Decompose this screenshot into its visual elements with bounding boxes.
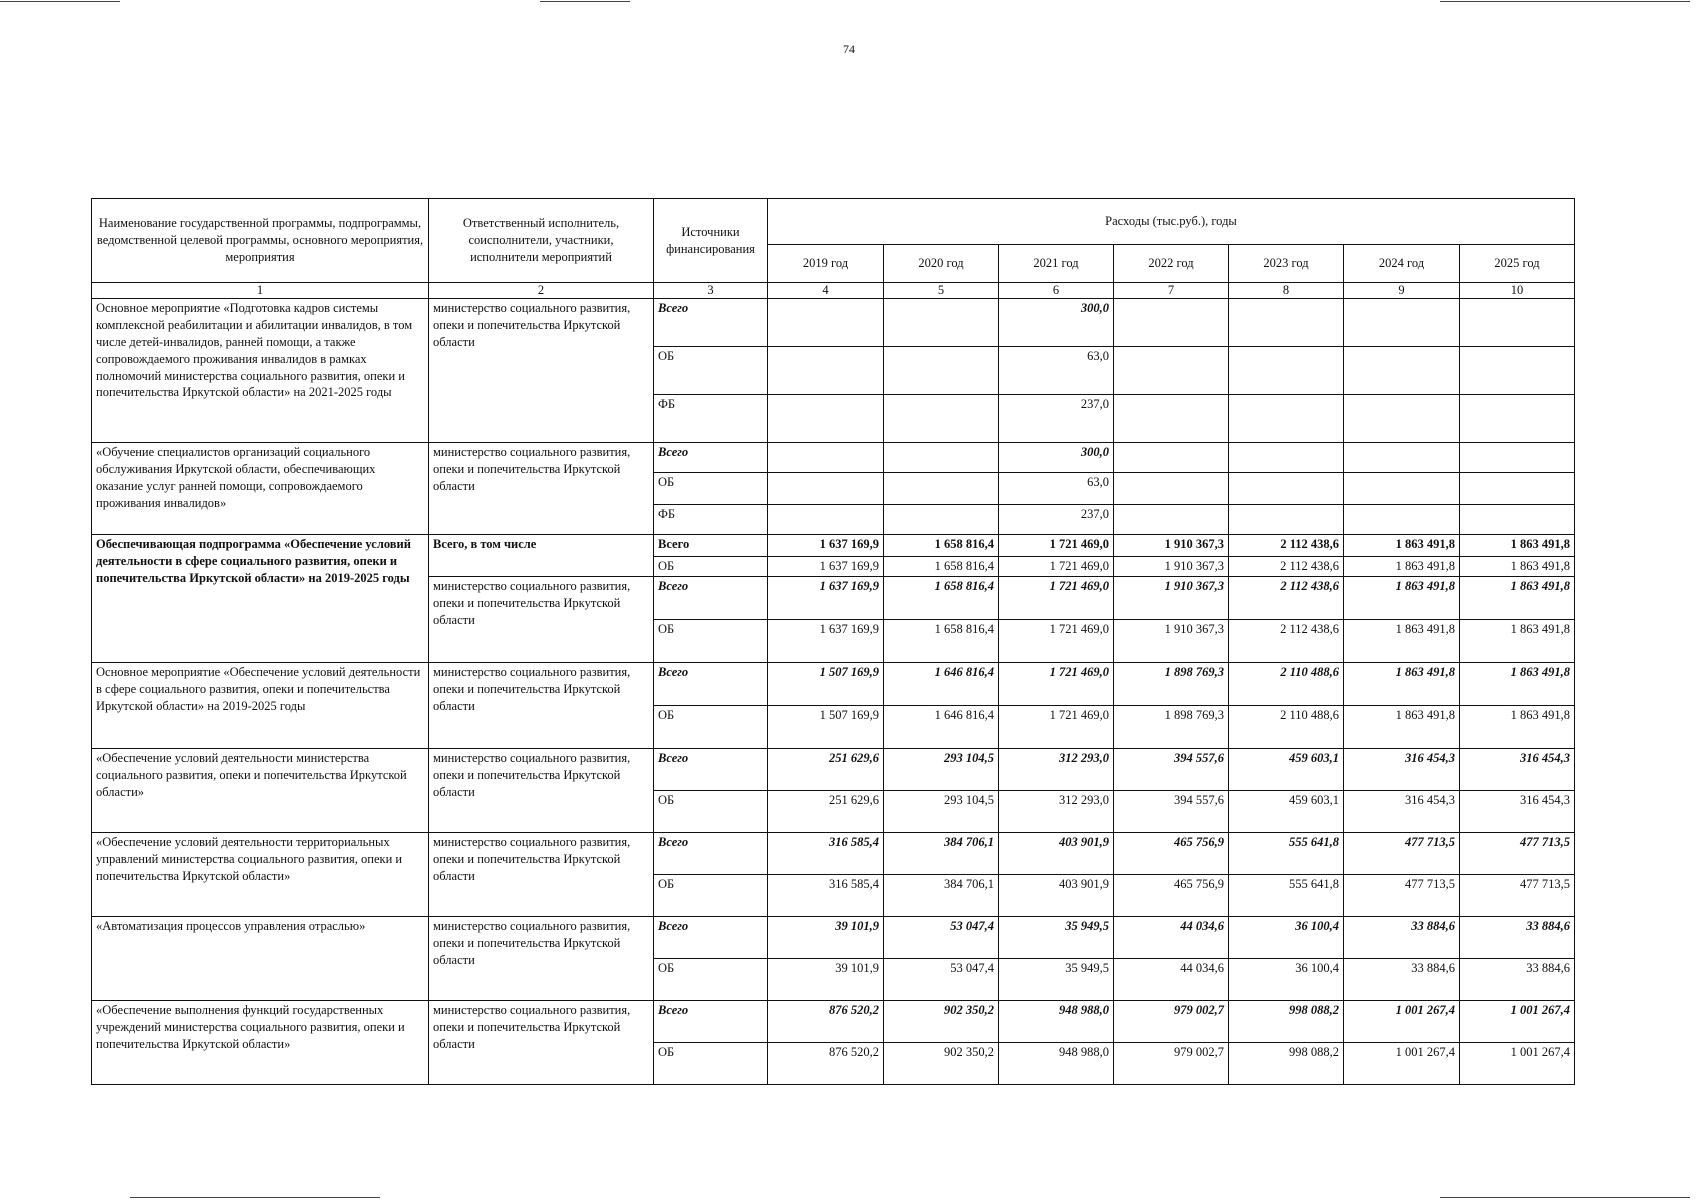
funding-source: ОБ — [654, 620, 768, 663]
row-name: «Обеспечение условий деятельности территориальных управлений министерства социального развития, опеки и попечительства Иркутской области» — [92, 833, 429, 917]
column-number: 6 — [999, 283, 1114, 299]
value-cell: 1 863 491,8 — [1460, 663, 1575, 706]
header-year: 2023 год — [1229, 245, 1344, 283]
value-cell — [1229, 473, 1344, 505]
value-cell: 1 863 491,8 — [1344, 706, 1460, 749]
column-number: 7 — [1114, 283, 1229, 299]
value-cell: 459 603,1 — [1229, 791, 1344, 833]
value-cell: 44 034,6 — [1114, 917, 1229, 959]
value-cell — [1344, 473, 1460, 505]
value-cell: 465 756,9 — [1114, 833, 1229, 875]
scan-edge-bottom-right — [1440, 1197, 1690, 1198]
funding-source: Всего — [654, 749, 768, 791]
column-number: 8 — [1229, 283, 1344, 299]
value-cell: 1 001 267,4 — [1344, 1001, 1460, 1043]
value-cell — [884, 443, 999, 473]
header-year: 2022 год — [1114, 245, 1229, 283]
value-cell: 1 646 816,4 — [884, 706, 999, 749]
value-cell: 1 721 469,0 — [999, 706, 1114, 749]
value-cell: 316 454,3 — [1460, 749, 1575, 791]
row-name: Обеспечивающая подпрограмма «Обеспечение условий деятельности в сфере социального развития, опеки и попечительства Иркутской области» на 2019-2025 годы — [92, 535, 429, 663]
value-cell: 1 001 267,4 — [1460, 1043, 1575, 1085]
value-cell — [1114, 299, 1229, 347]
value-cell: 1 910 367,3 — [1114, 557, 1229, 577]
column-number: 4 — [768, 283, 884, 299]
row-executor: министерство социального развития, опеки и попечительства Иркутской области — [429, 663, 654, 749]
value-cell: 312 293,0 — [999, 791, 1114, 833]
header-year: 2021 год — [999, 245, 1114, 283]
value-cell: 1 863 491,8 — [1460, 577, 1575, 620]
value-cell: 403 901,9 — [999, 875, 1114, 917]
value-cell — [1460, 505, 1575, 535]
value-cell: 63,0 — [999, 473, 1114, 505]
value-cell: 1 863 491,8 — [1344, 535, 1460, 557]
value-cell: 1 721 469,0 — [999, 557, 1114, 577]
value-cell: 312 293,0 — [999, 749, 1114, 791]
value-cell: 1 863 491,8 — [1344, 663, 1460, 706]
funding-source: Всего — [654, 443, 768, 473]
value-cell: 384 706,1 — [884, 833, 999, 875]
funding-source: ОБ — [654, 473, 768, 505]
value-cell: 53 047,4 — [884, 959, 999, 1001]
table-row — [92, 833, 1575, 875]
funding-source: ОБ — [654, 1043, 768, 1085]
value-cell: 1 863 491,8 — [1344, 620, 1460, 663]
table-row — [92, 1001, 1575, 1043]
value-cell: 1 001 267,4 — [1460, 1001, 1575, 1043]
value-cell: 39 101,9 — [768, 917, 884, 959]
table-row — [92, 443, 1575, 473]
funding-source: ОБ — [654, 791, 768, 833]
value-cell: 53 047,4 — [884, 917, 999, 959]
header-source: Источники финансирования — [654, 199, 768, 283]
funding-source: Всего — [654, 299, 768, 347]
value-cell: 1 898 769,3 — [1114, 663, 1229, 706]
funding-source: ОБ — [654, 875, 768, 917]
value-cell: 1 863 491,8 — [1344, 577, 1460, 620]
header-year: 2019 год — [768, 245, 884, 283]
value-cell: 1 637 169,9 — [768, 557, 884, 577]
column-number: 1 — [92, 283, 429, 299]
value-cell — [1344, 299, 1460, 347]
value-cell: 1 721 469,0 — [999, 663, 1114, 706]
value-cell: 2 110 488,6 — [1229, 706, 1344, 749]
value-cell: 316 454,3 — [1460, 791, 1575, 833]
funding-source: Всего — [654, 663, 768, 706]
value-cell: 979 002,7 — [1114, 1001, 1229, 1043]
table-row — [92, 749, 1575, 791]
table-row — [92, 663, 1575, 706]
table-row — [92, 535, 1575, 557]
value-cell: 237,0 — [999, 505, 1114, 535]
value-cell — [1460, 395, 1575, 443]
value-cell — [1114, 395, 1229, 443]
value-cell: 36 100,4 — [1229, 959, 1344, 1001]
column-number: 3 — [654, 283, 768, 299]
value-cell — [1229, 443, 1344, 473]
header-year: 2025 год — [1460, 245, 1575, 283]
value-cell: 1 863 491,8 — [1460, 706, 1575, 749]
value-cell: 477 713,5 — [1344, 875, 1460, 917]
value-cell — [1344, 505, 1460, 535]
value-cell: 555 641,8 — [1229, 875, 1344, 917]
value-cell: 33 884,6 — [1344, 917, 1460, 959]
value-cell: 477 713,5 — [1460, 833, 1575, 875]
value-cell: 293 104,5 — [884, 749, 999, 791]
value-cell: 44 034,6 — [1114, 959, 1229, 1001]
value-cell — [1229, 395, 1344, 443]
table-row — [92, 917, 1575, 959]
value-cell: 35 949,5 — [999, 917, 1114, 959]
header-name: Наименование государственной программы, подпрограммы, ведомственной целевой программы, основного мероприятия, мероприятия — [92, 199, 429, 283]
value-cell — [768, 443, 884, 473]
row-executor: министерство социального развития, опеки и попечительства Иркутской области — [429, 833, 654, 917]
funding-source: Всего — [654, 577, 768, 620]
value-cell: 316 454,3 — [1344, 791, 1460, 833]
row-executor: министерство социального развития, опеки и попечительства Иркутской области — [429, 1001, 654, 1085]
value-cell — [1460, 443, 1575, 473]
value-cell: 1 721 469,0 — [999, 535, 1114, 557]
value-cell — [1460, 347, 1575, 395]
value-cell: 979 002,7 — [1114, 1043, 1229, 1085]
value-cell: 384 706,1 — [884, 875, 999, 917]
row-executor: министерство социального развития, опеки и попечительства Иркутской области — [429, 749, 654, 833]
column-number-row — [92, 283, 1575, 299]
value-cell: 948 988,0 — [999, 1001, 1114, 1043]
value-cell — [1114, 443, 1229, 473]
value-cell: 998 088,2 — [1229, 1043, 1344, 1085]
row-executor: министерство социального развития, опеки и попечительства Иркутской области — [429, 299, 654, 443]
value-cell: 2 112 438,6 — [1229, 557, 1344, 577]
row-name: «Обеспечение условий деятельности министерства социального развития, опеки и попечительства Иркутской области» — [92, 749, 429, 833]
value-cell — [1114, 347, 1229, 395]
value-cell: 902 350,2 — [884, 1001, 999, 1043]
value-cell: 35 949,5 — [999, 959, 1114, 1001]
value-cell: 555 641,8 — [1229, 833, 1344, 875]
value-cell: 39 101,9 — [768, 959, 884, 1001]
value-cell: 2 112 438,6 — [1229, 535, 1344, 557]
value-cell: 1 658 816,4 — [884, 620, 999, 663]
value-cell: 300,0 — [999, 299, 1114, 347]
expenditure-table — [91, 198, 1575, 1085]
value-cell — [884, 505, 999, 535]
scan-edge-top-mid — [540, 1, 630, 2]
funding-source: ОБ — [654, 347, 768, 395]
value-cell: 1 863 491,8 — [1460, 620, 1575, 663]
value-cell — [1229, 505, 1344, 535]
value-cell: 465 756,9 — [1114, 875, 1229, 917]
value-cell — [1114, 473, 1229, 505]
value-cell — [1344, 443, 1460, 473]
value-cell — [768, 299, 884, 347]
funding-source: Всего — [654, 1001, 768, 1043]
column-number: 10 — [1460, 283, 1575, 299]
value-cell: 316 585,4 — [768, 833, 884, 875]
value-cell: 300,0 — [999, 443, 1114, 473]
value-cell: 876 520,2 — [768, 1043, 884, 1085]
value-cell: 63,0 — [999, 347, 1114, 395]
row-name: «Обучение специалистов организаций социального обслуживания Иркутской области, обеспечивающих оказание услуг ранней помощи, сопровождаемого проживания инвалидов» — [92, 443, 429, 535]
value-cell: 394 557,6 — [1114, 749, 1229, 791]
header-year: 2020 год — [884, 245, 999, 283]
value-cell — [768, 347, 884, 395]
value-cell: 1 658 816,4 — [884, 535, 999, 557]
value-cell — [1344, 395, 1460, 443]
value-cell: 477 713,5 — [1460, 875, 1575, 917]
table-body — [92, 283, 1575, 1085]
column-number: 9 — [1344, 283, 1460, 299]
value-cell: 1 637 169,9 — [768, 535, 884, 557]
scan-edge-top-left — [0, 1, 120, 2]
page-number: 74 — [843, 42, 855, 56]
value-cell: 459 603,1 — [1229, 749, 1344, 791]
row-executor: министерство социального развития, опеки и попечительства Иркутской области — [429, 577, 654, 663]
value-cell — [1344, 347, 1460, 395]
row-executor: министерство социального развития, опеки и попечительства Иркутской области — [429, 443, 654, 535]
value-cell: 1 721 469,0 — [999, 577, 1114, 620]
header-spending: Расходы (тыс.руб.), годы — [768, 199, 1575, 245]
value-cell — [884, 395, 999, 443]
value-cell: 998 088,2 — [1229, 1001, 1344, 1043]
value-cell — [884, 347, 999, 395]
value-cell: 237,0 — [999, 395, 1114, 443]
value-cell — [1460, 473, 1575, 505]
value-cell: 477 713,5 — [1344, 833, 1460, 875]
funding-source: Всего — [654, 833, 768, 875]
value-cell: 316 454,3 — [1344, 749, 1460, 791]
value-cell: 394 557,6 — [1114, 791, 1229, 833]
funding-source: ФБ — [654, 505, 768, 535]
value-cell: 1 721 469,0 — [999, 620, 1114, 663]
value-cell — [768, 505, 884, 535]
value-cell: 1 637 169,9 — [768, 620, 884, 663]
value-cell: 403 901,9 — [999, 833, 1114, 875]
funding-source: ОБ — [654, 959, 768, 1001]
scan-edge-bottom-left — [130, 1197, 380, 1198]
value-cell — [884, 299, 999, 347]
table-header — [92, 199, 1575, 283]
funding-source: Всего — [654, 535, 768, 557]
value-cell: 1 863 491,8 — [1460, 557, 1575, 577]
value-cell — [1114, 505, 1229, 535]
value-cell — [1460, 299, 1575, 347]
column-number: 2 — [429, 283, 654, 299]
funding-source: ФБ — [654, 395, 768, 443]
value-cell: 36 100,4 — [1229, 917, 1344, 959]
value-cell: 2 112 438,6 — [1229, 577, 1344, 620]
value-cell: 1 658 816,4 — [884, 557, 999, 577]
value-cell: 902 350,2 — [884, 1043, 999, 1085]
value-cell: 251 629,6 — [768, 749, 884, 791]
value-cell: 33 884,6 — [1344, 959, 1460, 1001]
row-name: Основное мероприятие «Обеспечение условий деятельности в сфере социального развития, опеки и попечительства Иркутской области» на 2019-2025 годы — [92, 663, 429, 749]
row-name: Основное мероприятие «Подготовка кадров системы комплексной реабилитации и абилитации инвалидов, в том числе детей-инвалидов, ранней помощи, а также сопровождаемого проживания инвалидов в рамках полномочий министерства социального развития, опеки и попечительства Иркутской области» на 2021-2025 годы — [92, 299, 429, 443]
value-cell: 1 507 169,9 — [768, 663, 884, 706]
value-cell: 948 988,0 — [999, 1043, 1114, 1085]
value-cell: 1 910 367,3 — [1114, 535, 1229, 557]
value-cell: 1 637 169,9 — [768, 577, 884, 620]
scan-edge-top-right — [1440, 1, 1690, 2]
value-cell: 293 104,5 — [884, 791, 999, 833]
value-cell: 1 910 367,3 — [1114, 577, 1229, 620]
funding-source: ОБ — [654, 557, 768, 577]
value-cell: 2 112 438,6 — [1229, 620, 1344, 663]
value-cell — [1229, 299, 1344, 347]
value-cell — [1229, 347, 1344, 395]
value-cell — [768, 473, 884, 505]
value-cell: 1 863 491,8 — [1460, 535, 1575, 557]
row-executor: министерство социального развития, опеки и попечительства Иркутской области — [429, 917, 654, 1001]
row-executor: Всего, в том числе — [429, 535, 654, 577]
header-executor: Ответственный исполнитель, соисполнители, участники, исполнители мероприятий — [429, 199, 654, 283]
value-cell: 251 629,6 — [768, 791, 884, 833]
funding-source: Всего — [654, 917, 768, 959]
value-cell: 2 110 488,6 — [1229, 663, 1344, 706]
value-cell: 33 884,6 — [1460, 959, 1575, 1001]
row-name: «Автоматизация процессов управления отраслью» — [92, 917, 429, 1001]
row-name: «Обеспечение выполнения функций государственных учреждений министерства социального развития, опеки и попечительства Иркутской области» — [92, 1001, 429, 1085]
value-cell — [768, 395, 884, 443]
value-cell: 876 520,2 — [768, 1001, 884, 1043]
value-cell: 1 646 816,4 — [884, 663, 999, 706]
funding-source: ОБ — [654, 706, 768, 749]
column-number: 5 — [884, 283, 999, 299]
value-cell: 33 884,6 — [1460, 917, 1575, 959]
value-cell: 1 863 491,8 — [1344, 557, 1460, 577]
value-cell: 1 001 267,4 — [1344, 1043, 1460, 1085]
value-cell: 1 910 367,3 — [1114, 620, 1229, 663]
value-cell: 1 507 169,9 — [768, 706, 884, 749]
table-row — [92, 299, 1575, 347]
value-cell — [884, 473, 999, 505]
header-year: 2024 год — [1344, 245, 1460, 283]
value-cell: 316 585,4 — [768, 875, 884, 917]
value-cell: 1 898 769,3 — [1114, 706, 1229, 749]
value-cell: 1 658 816,4 — [884, 577, 999, 620]
